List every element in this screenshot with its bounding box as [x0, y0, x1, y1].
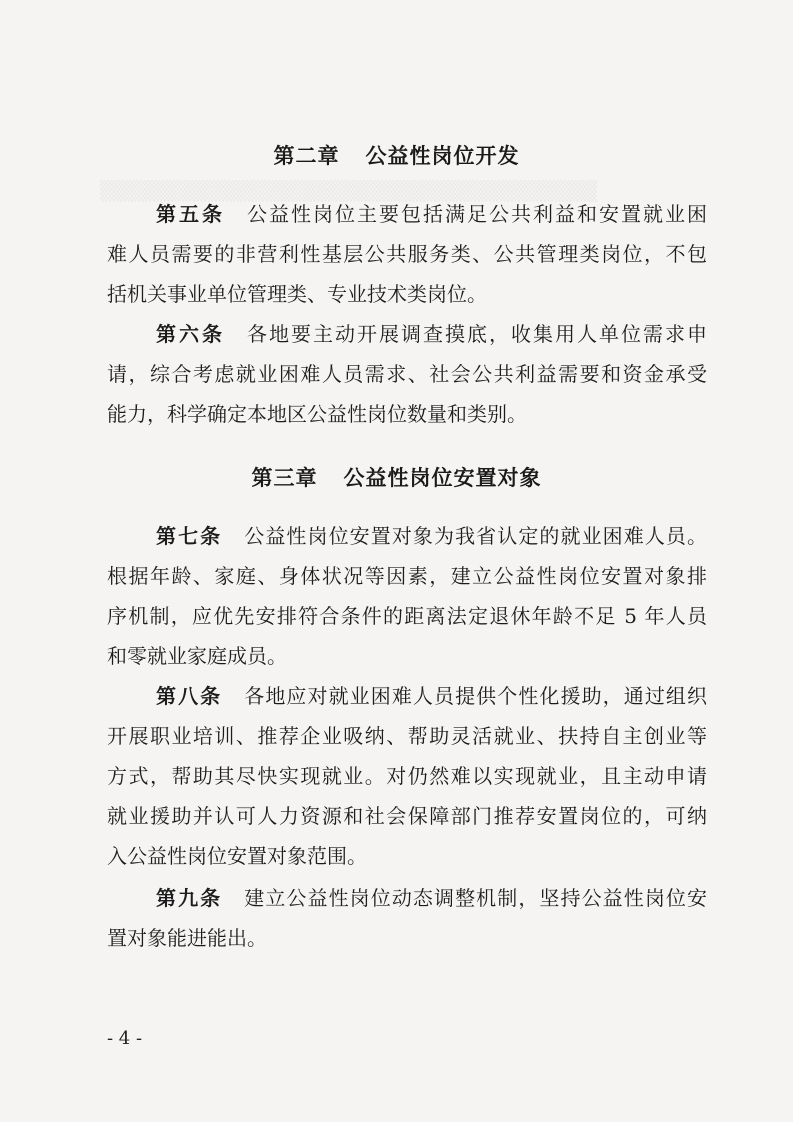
article-5-label: 第五条 — [156, 202, 225, 226]
article-8-line-2: 开展职业培训、推荐企业吸纳、帮助灵活就业、扶持自主创业等 — [107, 724, 707, 748]
chapter-2-subtitle: 公益性岗位开发 — [365, 144, 520, 168]
article-8-label: 第八条 — [156, 684, 223, 708]
article-6-line-2: 请，综合考虑就业困难人员需求、社会公共利益需要和资金承受 — [107, 362, 707, 386]
article-9-line-1: 第九条 建立公益性岗位动态调整机制，坚持公益性岗位安 — [156, 886, 707, 910]
article-8-line-3: 方式，帮助其尽快实现就业。对仍然难以实现就业，且主动申请 — [107, 764, 707, 788]
chapter-3-subtitle: 公益性岗位安置对象 — [343, 466, 542, 490]
article-5-line-2: 难人员需要的非营利性基层公共服务类、公共管理类岗位，不包 — [107, 242, 707, 266]
article-7-line-4: 和零就业家庭成员。 — [107, 644, 287, 668]
chapter-3-title: 第三章 — [251, 466, 318, 490]
bleed-through-texture: ▒▒▒▒▒▒▒▒▒▒▒▒▒▒▒▒▒▒▒▒▒▒▒▒▒▒▒▒▒▒▒▒▒▒ — [100, 180, 597, 202]
article-9-line-2: 置对象能进能出。 — [107, 926, 267, 950]
article-7-label: 第七条 — [156, 524, 223, 548]
chapter-2-title: 第二章 — [273, 144, 340, 168]
article-8-line-1: 第八条 各地应对就业困难人员提供个性化援助，通过组织 — [156, 684, 707, 708]
article-7-line-2: 根据年龄、家庭、身体状况等因素，建立公益性岗位安置对象排 — [107, 564, 707, 588]
page-number: - 4 - — [107, 1028, 143, 1049]
article-6-line-3: 能力，科学确定本地区公益性岗位数量和类别。 — [107, 402, 527, 426]
chapter-3-heading — [0, 462, 793, 492]
article-9-label: 第九条 — [156, 886, 223, 910]
article-8-line-4: 就业援助并认可人力资源和社会保障部门推荐安置岗位的，可纳 — [107, 804, 707, 828]
article-7-line-1: 第七条 公益性岗位安置对象为我省认定的就业困难人员。 — [156, 524, 707, 548]
article-8-line-5: 入公益性岗位安置对象范围。 — [107, 844, 367, 868]
chapter-2-heading — [0, 140, 793, 170]
article-5-line-3: 括机关事业单位管理类、专业技术类岗位。 — [107, 282, 487, 306]
article-7-line-3: 序机制，应优先安排符合条件的距离法定退休年龄不足 5 年人员 — [107, 604, 707, 628]
article-6-line-1: 第六条 各地要主动开展调查摸底，收集用人单位需求申 — [156, 322, 707, 346]
article-5-line-1: 第五条 公益性岗位主要包括满足公共利益和安置就业困 — [156, 202, 707, 226]
article-6-label: 第六条 — [156, 322, 225, 346]
